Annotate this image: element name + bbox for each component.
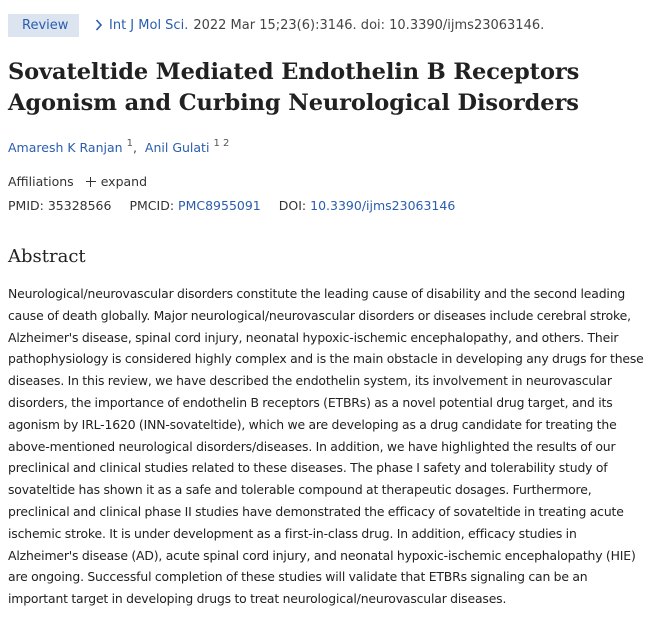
review-badge: Review bbox=[8, 14, 79, 37]
pmcid-link[interactable]: PMC8955091 bbox=[178, 198, 261, 213]
pmid-label: PMID: bbox=[8, 198, 44, 213]
author-affiliation-number[interactable]: 1 2 bbox=[213, 138, 230, 149]
author-list bbox=[8, 140, 229, 155]
affiliations-label: Affiliations bbox=[8, 174, 74, 189]
journal-link[interactable]: Int J Mol Sci. bbox=[109, 17, 189, 33]
pmcid-label: PMCID: bbox=[129, 198, 175, 213]
abstract-text: Neurological/neurovascular disorders constitute the leading cause of disability and the second leading cause of death globally. Major neurological/neurovascular disorders or diseases include cerebral stroke, Alzheimer's disease, spinal cord injury, neonatal hypoxic-ischemic encephalopathy, and others. Their pathophysiology is considered highly complex and is the main obstacle in developing any drugs for these diseases. In this review, we have described the endothelin system, its involvement in neurovascular disorders, the importance of endothelin B receptors (ETBRs) as a novel potential drug target, and its agonism by IRL-1620 (INN-sovateltide), which we are developing as a drug candidate for treating the above-mentioned neurological disorders/diseases. In addition, we have highlighted the results of our preclinical and clinical studies related to these diseases. The phase I safety and tolerability study of sovateltide has shown it as a safe and tolerable compound at therapeutic dosages. Furthermore, preclinical and clinical phase II studies have demonstrated the efficacy of sovateltide in treating acute ischemic stroke. It is under development as a first-in-class drug. In addition, efficacy studies in Alzheimer's disease (AD), acute spinal cord injury, and neonatal hypoxic-ischemic encephalopathy (HIE) are ongoing. Successful completion of these studies will validate that ETBRs signaling can be an important target in developing drugs to treat neurological/neurovascular diseases. bbox=[8, 286, 644, 607]
citation-text: 2022 Mar 15;23(6):3146. doi: 10.3390/ijms23063146. bbox=[193, 17, 545, 33]
author-link[interactable]: Amaresh K Ranjan bbox=[8, 140, 123, 155]
affiliations-toggle[interactable] bbox=[8, 174, 147, 189]
expand-button[interactable]: expand bbox=[100, 174, 148, 189]
author-link[interactable]: Anil Gulati bbox=[144, 140, 210, 155]
doi-link[interactable]: 10.3390/ijms23063146 bbox=[310, 198, 456, 213]
article-identifiers bbox=[8, 198, 455, 213]
author-affiliation-number[interactable]: 1 bbox=[126, 138, 133, 149]
pmid-value: 35328566 bbox=[47, 198, 112, 213]
doi-label: DOI: bbox=[278, 198, 307, 213]
article-title: Sovateltide Mediated Endothelin B Receptors Agonism and Curbing Neurological Disorders bbox=[8, 59, 580, 116]
abstract-heading: Abstract bbox=[8, 246, 86, 267]
plus-icon bbox=[86, 177, 96, 187]
citation-bar bbox=[8, 13, 544, 37]
chevron-right-icon bbox=[95, 19, 103, 31]
author-separator: , bbox=[132, 140, 137, 155]
